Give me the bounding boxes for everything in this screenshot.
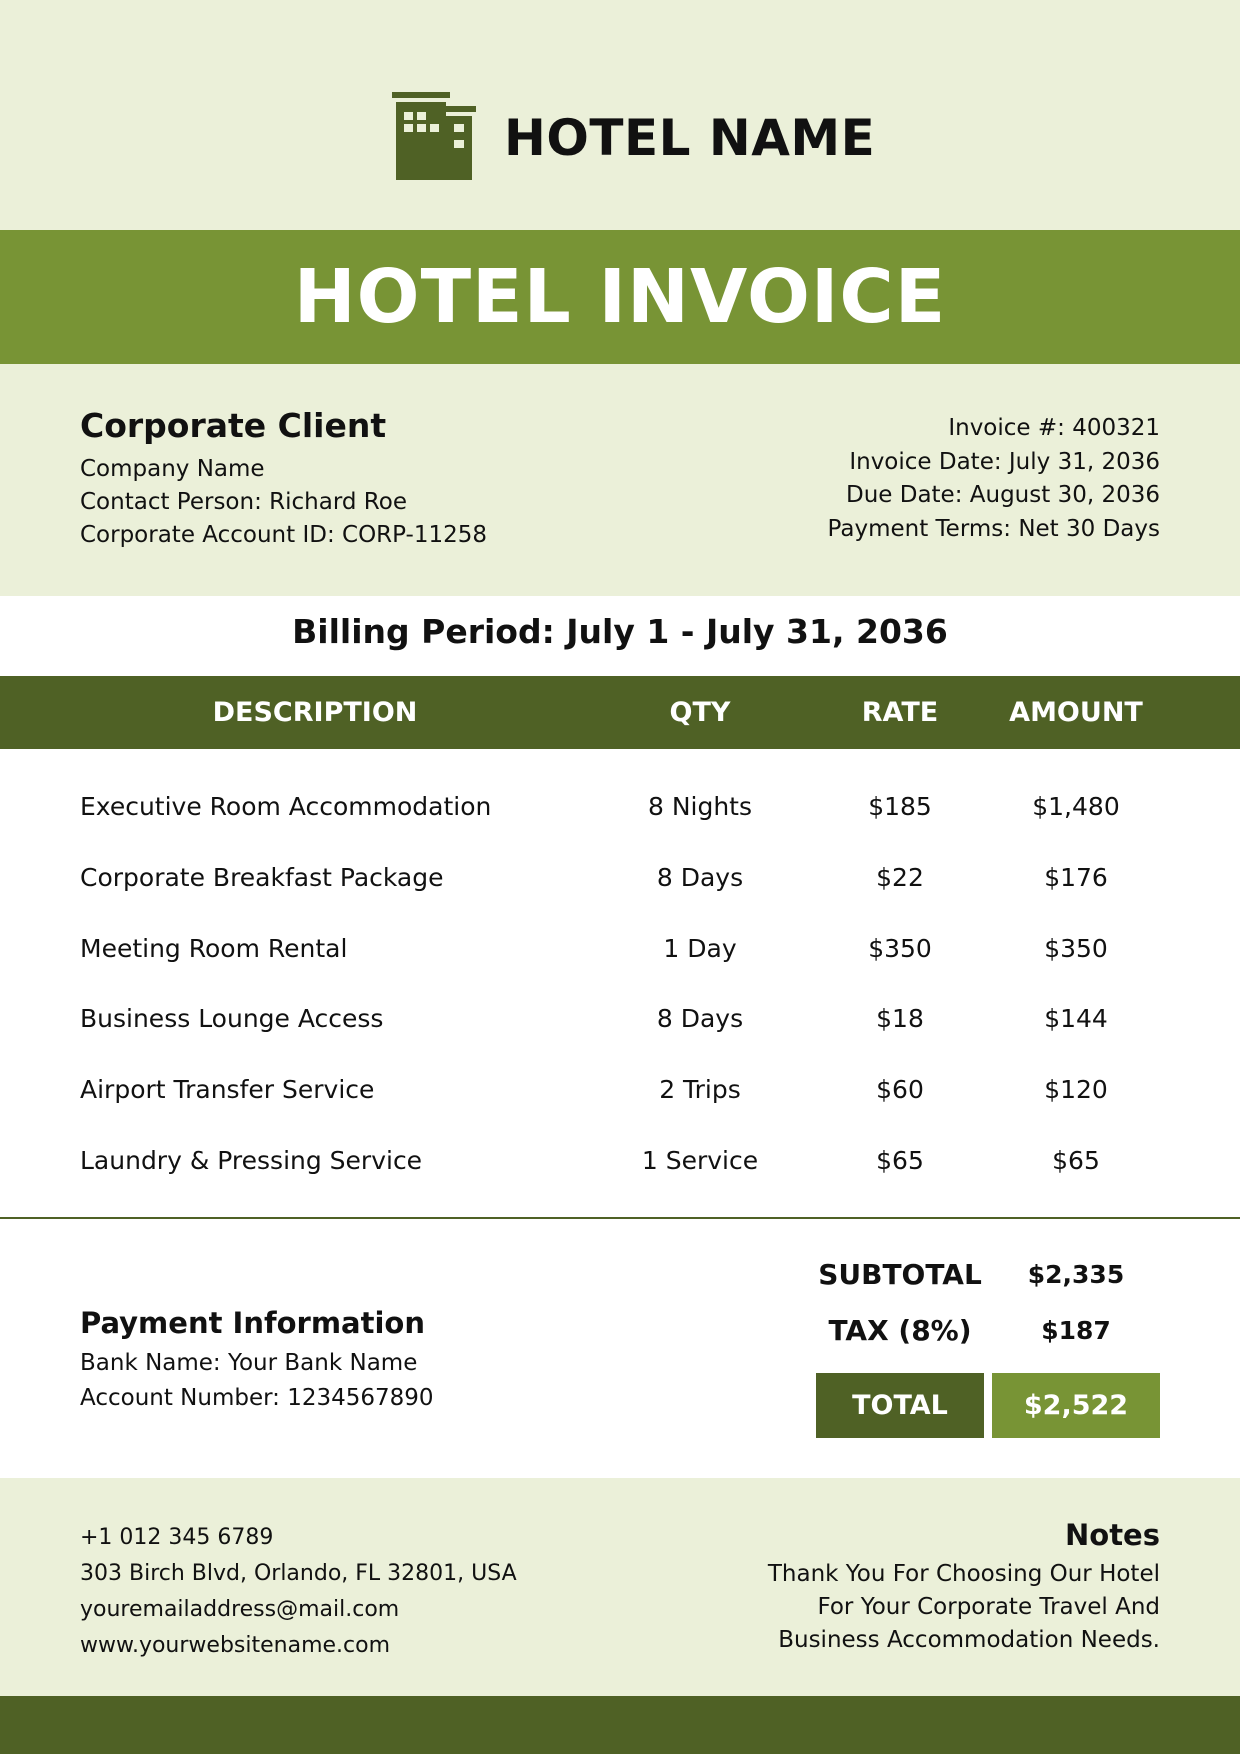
client-info [80,406,487,552]
website[interactable]: www.yourwebsitename.com [80,1633,391,1658]
client-company: Company Name [80,456,265,482]
header-rate: RATE [861,697,939,728]
row-qty: 1 Day [663,934,737,963]
row-rate: $60 [876,1075,924,1104]
row-qty: 1 Service [641,1146,759,1175]
payment-terms: Payment Terms: Net 30 Days [827,515,1160,542]
row-description: Business Lounge Access [80,1004,384,1033]
billing-period: Billing Period: July 1 - July 31, 2036 [292,612,948,651]
row-rate: $22 [876,863,924,892]
notes-line: For Your Corporate Travel And [817,1594,1160,1620]
client-contact: Contact Person: Richard Roe [80,489,407,515]
header-qty: QTY [669,697,731,728]
payment-info [80,1306,434,1416]
total-value: $2,522 [992,1373,1160,1438]
row-amount: $144 [1044,1004,1108,1033]
row-description: Corporate Breakfast Package [80,863,444,892]
tax-value: $187 [1041,1316,1111,1345]
address: 303 Birch Blvd, Orlando, FL 32801, USA [80,1561,517,1586]
payment-heading: Payment Information [80,1306,425,1340]
row-description: Airport Transfer Service [80,1075,375,1104]
row-rate: $65 [876,1146,924,1175]
table-divider [0,1217,1240,1219]
client-account-id: Corporate Account ID: CORP-11258 [80,522,487,548]
hotel-building-icon [390,92,484,184]
bottom-bar [0,1696,1240,1754]
account-number: Account Number: 1234567890 [80,1385,434,1411]
row-qty: 8 Days [656,1004,744,1033]
brand [390,94,875,182]
invoice-date: Invoice Date: July 31, 2036 [849,448,1160,475]
subtotal-value: $2,335 [1027,1260,1125,1289]
table-row [0,914,1240,984]
contact-info [80,1520,517,1664]
invoice-title: HOTEL INVOICE [293,254,947,340]
header-amount: AMOUNT [1009,697,1143,728]
row-qty: 2 Trips [659,1075,741,1104]
email[interactable]: youremailaddress@mail.com [80,1597,400,1622]
header-description: DESCRIPTION [212,697,418,728]
row-qty: 8 Nights [647,792,753,821]
tax-label: TAX (8%) [828,1314,972,1347]
table-row [0,843,1240,913]
row-rate: $18 [876,1004,924,1033]
row-amount: $176 [1044,863,1108,892]
subtotal-label: SUBTOTAL [818,1258,982,1291]
hotel-name: HOTEL NAME [504,109,876,167]
row-amount: $65 [1052,1146,1100,1175]
table-row [0,1126,1240,1196]
notes-line: Business Accommodation Needs. [778,1627,1160,1653]
table-row [0,772,1240,842]
row-description: Laundry & Pressing Service [80,1146,423,1175]
notes-line: Thank You For Choosing Our Hotel [767,1561,1160,1587]
invoice-meta [828,412,1160,546]
row-amount: $350 [1044,934,1108,963]
invoice-number: Invoice #: 400321 [948,415,1160,441]
row-qty: 8 Days [656,863,744,892]
bank-name: Bank Name: Your Bank Name [80,1350,418,1376]
total-label: TOTAL [816,1373,984,1438]
row-amount: $1,480 [1032,792,1120,821]
notes-heading: Notes [1065,1518,1160,1552]
row-description: Executive Room Accommodation [80,792,492,821]
row-amount: $120 [1044,1075,1108,1104]
table-row [0,984,1240,1054]
row-rate: $350 [868,934,932,963]
due-date: Due Date: August 30, 2036 [845,482,1160,508]
client-heading: Corporate Client [80,406,387,445]
row-description: Meeting Room Rental [80,934,348,963]
row-rate: $185 [868,792,932,821]
phone: +1 012 345 6789 [80,1525,274,1550]
notes [768,1518,1160,1657]
table-row [0,1055,1240,1125]
